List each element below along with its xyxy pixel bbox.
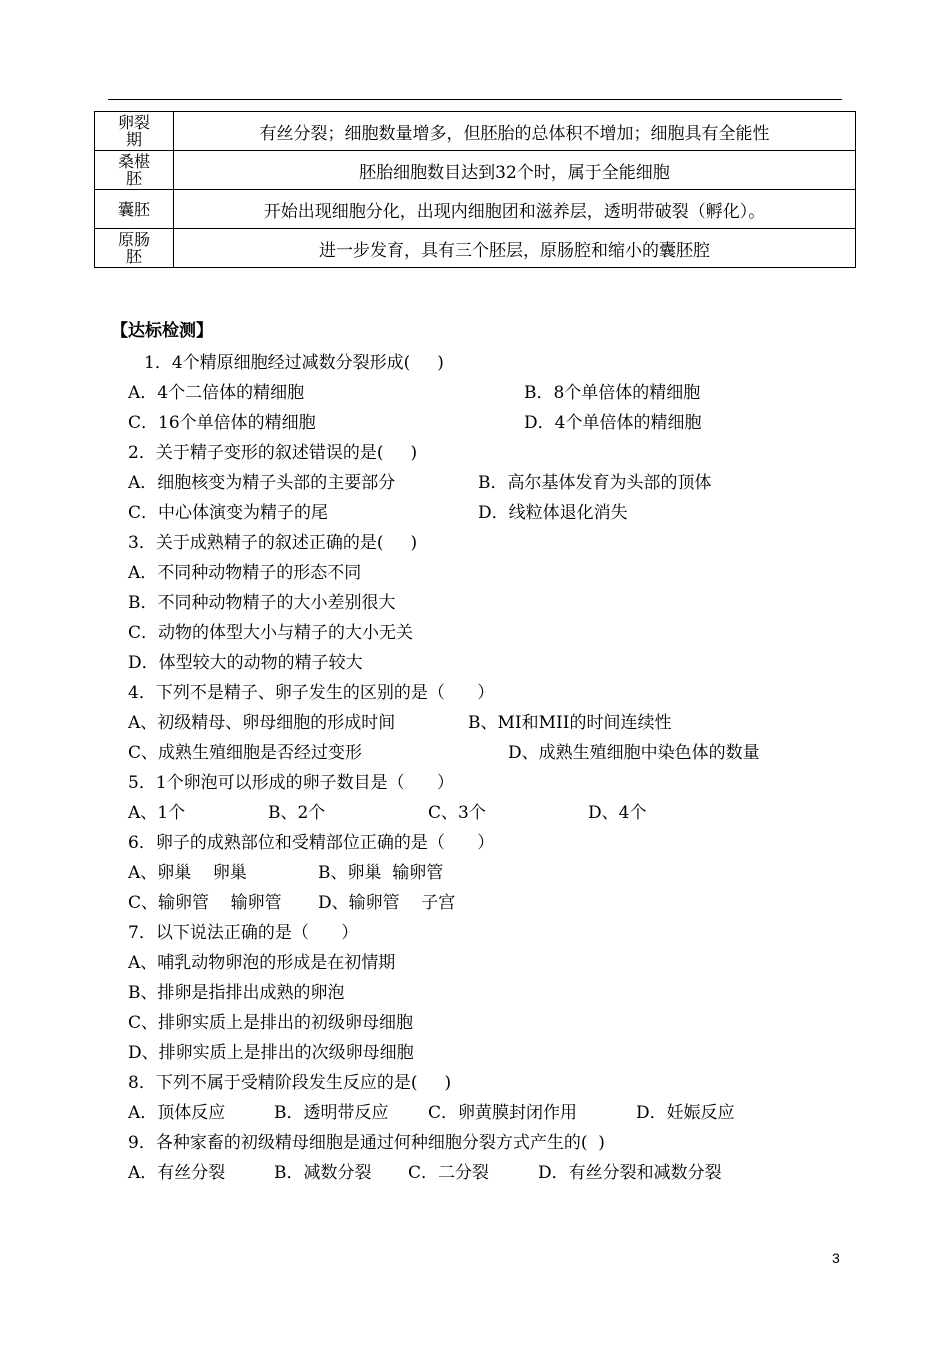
answer-option: A．4个二倍体的精细胞 (128, 383, 305, 403)
question-line: 7．以下说法正确的是（ ） (128, 923, 359, 943)
answer-option: D．4个单倍体的精细胞 (524, 413, 702, 433)
question-line: A．不同种动物精子的形态不同 (128, 563, 362, 583)
answer-option: C．卵黄膜封闭作用 (428, 1103, 578, 1123)
answer-option: C、成熟生殖细胞是否经过变形 (128, 743, 363, 763)
answer-option: C、输卵管 输卵管 (128, 893, 282, 913)
answer-option: C．16个单倍体的精细胞 (128, 413, 316, 433)
question-line: 6．卵子的成熟部位和受精部位正确的是（ ） (128, 833, 495, 853)
question-line: 1．4个精原细胞经过减数分裂形成( ) (144, 353, 444, 373)
stage-description: 有丝分裂；细胞数量增多，但胚胎的总体积不增加；细胞具有全能性 (174, 112, 856, 151)
stage-name: 囊胚 (95, 190, 174, 229)
section-title: 【达标检测】 (111, 321, 213, 341)
stage-name: 原肠胚 (95, 229, 174, 268)
question-line: B．不同种动物精子的大小差别很大 (128, 593, 396, 613)
answer-option: D、4个 (588, 803, 647, 823)
embryo-stage-table (94, 111, 856, 268)
stage-name: 卵裂期 (95, 112, 174, 151)
answer-option: D．妊娠反应 (636, 1103, 735, 1123)
answer-option: A．细胞核变为精子头部的主要部分 (128, 473, 396, 493)
stage-description: 进一步发育，具有三个胚层，原肠腔和缩小的囊胚腔 (174, 229, 856, 268)
answer-option: B、MI和MII的时间连续性 (468, 713, 672, 733)
header-rule (108, 99, 842, 100)
question-line: D、排卵实质上是排出的次级卵母细胞 (128, 1043, 414, 1063)
answer-option: C．中心体演变为精子的尾 (128, 503, 329, 523)
answer-option: B、2个 (268, 803, 326, 823)
page-number: 3 (832, 1250, 840, 1266)
stage-description: 开始出现细胞分化，出现内细胞团和滋养层，透明带破裂（孵化）。 (174, 190, 856, 229)
question-line: 2．关于精子变形的叙述错误的是( ) (128, 443, 418, 463)
question-line: A、哺乳动物卵泡的形成是在初情期 (128, 953, 396, 973)
answer-option: D．有丝分裂和减数分裂 (538, 1163, 722, 1183)
question-line: C、排卵实质上是排出的初级卵母细胞 (128, 1013, 414, 1033)
answer-option: C、3个 (428, 803, 486, 823)
answer-option: C．二分裂 (408, 1163, 490, 1183)
question-line: 4．下列不是精子、卵子发生的区别的是（ ） (128, 683, 495, 703)
stage-description: 胚胎细胞数目达到32个时，属于全能细胞 (174, 151, 856, 190)
answer-option: A、卵巢 卵巢 (128, 863, 247, 883)
question-line: 9．各种家畜的初级精母细胞是通过何种细胞分裂方式产生的( ) (128, 1133, 605, 1153)
table-row (95, 151, 856, 190)
answer-option: A．有丝分裂 (128, 1163, 226, 1183)
question-line: 3．关于成熟精子的叙述正确的是( ) (128, 533, 418, 553)
answer-option: B．8个单倍体的精细胞 (524, 383, 701, 403)
stage-name: 桑椹胚 (95, 151, 174, 190)
table-row (95, 190, 856, 229)
answer-option: A、1个 (128, 803, 186, 823)
answer-option: D．线粒体退化消失 (478, 503, 628, 523)
question-line: 8．下列不属于受精阶段发生反应的是( ) (128, 1073, 452, 1093)
table-row (95, 112, 856, 151)
answer-option: A．顶体反应 (128, 1103, 226, 1123)
answer-option: D、成熟生殖细胞中染色体的数量 (508, 743, 760, 763)
question-line: D．体型较大的动物的精子较大 (128, 653, 363, 673)
question-line: C．动物的体型大小与精子的大小无关 (128, 623, 414, 643)
answer-option: B．透明带反应 (274, 1103, 389, 1123)
answer-option: A、初级精母、卵母细胞的形成时间 (128, 713, 396, 733)
table-row (95, 229, 856, 268)
answer-option: D、输卵管 子宫 (318, 893, 456, 913)
answer-option: B．减数分裂 (274, 1163, 372, 1183)
answer-option: B、卵巢 输卵管 (318, 863, 444, 883)
question-line: B、排卵是指排出成熟的卵泡 (128, 983, 345, 1003)
question-line: 5．1个卵泡可以形成的卵子数目是（ ） (128, 773, 455, 793)
answer-option: B．高尔基体发育为头部的顶体 (478, 473, 712, 493)
